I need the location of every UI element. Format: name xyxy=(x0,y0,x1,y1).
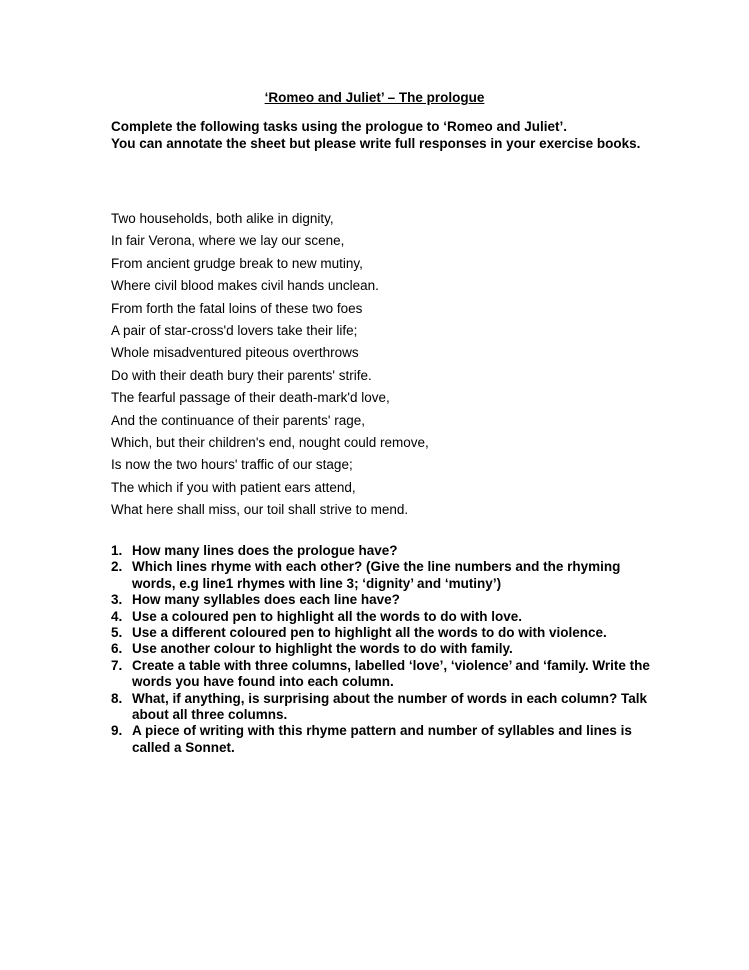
page-title: ‘Romeo and Juliet’ – The prologue xyxy=(264,90,485,105)
task-number: 5. xyxy=(111,625,123,641)
poem-line: Whole misadventured piteous overthrows xyxy=(111,345,359,361)
poem-line: Is now the two hours' traffic of our stage; xyxy=(111,457,353,473)
task-text: A piece of writing with this rhyme pattern and number of syllables and lines is called a Sonnet. xyxy=(132,723,632,755)
task-number: 1. xyxy=(111,543,123,558)
task-number: 8. xyxy=(111,690,123,706)
task-item xyxy=(111,543,651,559)
poem-line: From forth the fatal loins of these two foes xyxy=(111,300,363,316)
task-text: How many syllables does each line have? xyxy=(132,592,400,608)
task-item xyxy=(111,559,651,592)
poem-line: A pair of star-cross'd lovers take their life; xyxy=(111,322,358,338)
task-text: Use a different coloured pen to highlight all the words to do with violence. xyxy=(132,625,607,641)
task-item xyxy=(111,641,651,657)
poem-line: Do with their death bury their parents' strife. xyxy=(111,367,372,383)
task-number: 4. xyxy=(111,608,123,624)
poem-line: Where civil blood makes civil hands unclean. xyxy=(111,278,379,294)
instruction-line: Complete the following tasks using the prologue to ‘Romeo and Juliet’. xyxy=(111,119,568,134)
prologue-poem xyxy=(111,208,631,521)
poem-line: Which, but their children's end, nought could remove, xyxy=(111,434,429,450)
task-number: 9. xyxy=(111,723,123,739)
task-text: Use another colour to highlight the words to do with family. xyxy=(132,641,513,657)
task-number: 7. xyxy=(111,657,123,673)
task-list xyxy=(111,543,651,756)
task-text: Which lines rhyme with each other? (Give the line numbers and the rhyming words, e.g line1 rhymes with line 3; ‘dignity’ and ‘mutiny’) xyxy=(132,559,621,591)
task-text: Use a coloured pen to highlight all the words to do with love. xyxy=(132,608,523,624)
task-item xyxy=(111,723,651,756)
task-text: What, if anything, is surprising about the number of words in each column? Talk about all three columns. xyxy=(132,690,648,723)
task-number: 6. xyxy=(111,641,123,657)
task-item xyxy=(111,609,651,625)
instructions xyxy=(111,118,651,152)
poem-line: And the continuance of their parents' rage, xyxy=(111,412,365,428)
task-text: Create a table with three columns, labelled ‘love’, ‘violence’ and ‘family. Write the words you have found into each column. xyxy=(132,657,650,690)
poem-line: The which if you with patient ears attend, xyxy=(111,479,356,495)
task-item xyxy=(111,625,651,641)
task-number: 3. xyxy=(111,592,123,608)
poem-line: From ancient grudge break to new mutiny, xyxy=(111,255,363,271)
poem-line: Two households, both alike in dignity, xyxy=(111,211,334,226)
task-number: 2. xyxy=(111,559,123,575)
poem-line: The fearful passage of their death-mark'd love, xyxy=(111,390,390,406)
task-item xyxy=(111,691,651,724)
task-item xyxy=(111,592,651,608)
poem-line: What here shall miss, our toil shall strive to mend. xyxy=(111,502,409,518)
poem-line: In fair Verona, where we lay our scene, xyxy=(111,233,345,249)
task-text: How many lines does the prologue have? xyxy=(132,543,398,558)
task-item xyxy=(111,658,651,691)
instruction-line: You can annotate the sheet but please write full responses in your exercise books. xyxy=(111,136,641,151)
